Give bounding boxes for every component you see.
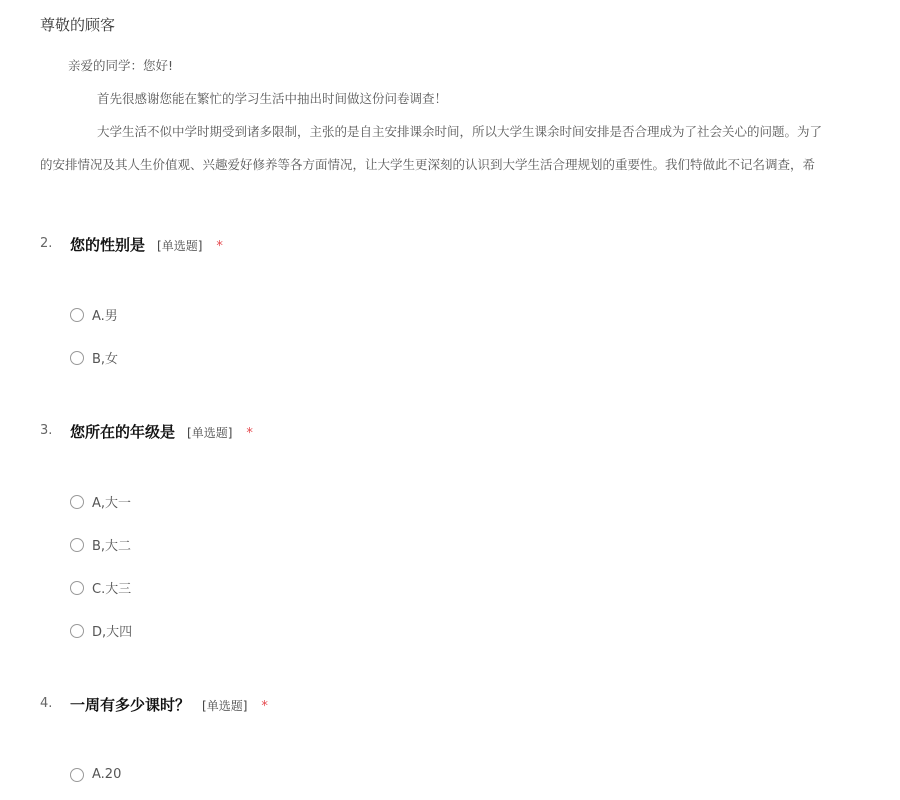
intro-thanks: 首先很感谢您能在繁忙的学习生活中抽出时间做这份问卷调查！ <box>97 91 448 106</box>
question-header <box>40 234 900 258</box>
option-senior[interactable] <box>70 609 132 652</box>
option-male[interactable] <box>70 293 118 336</box>
option-sophomore[interactable] <box>70 523 132 566</box>
question-title-text: 一周有多少课时？ <box>70 696 191 714</box>
option-label: D,大四 <box>92 625 133 640</box>
intro-greeting: 亲爱的同学：您好! <box>68 58 174 73</box>
question-title-text: 您的性别是 <box>70 236 146 254</box>
intro-paragraph-line-1: 大学生活不似中学时期受到诸多限制，主张的是自主安排课余时间，所以大学生课余时间安排是否合理成为了社会关心的问题。为了 <box>97 124 823 139</box>
radio-button[interactable] <box>70 308 84 322</box>
option-freshman[interactable] <box>70 480 132 523</box>
question-grade <box>40 421 900 640</box>
required-asterisk: * <box>216 239 223 254</box>
question-gender <box>40 234 900 367</box>
question-type-badge: [单选题] <box>202 699 248 713</box>
radio-button[interactable] <box>70 768 84 782</box>
option-label: B,大二 <box>92 539 132 554</box>
radio-button[interactable] <box>70 538 84 552</box>
option-list <box>70 753 121 796</box>
question-title <box>70 694 268 715</box>
question-type-badge: [单选题] <box>157 239 203 253</box>
option-list <box>70 480 132 652</box>
option-label: C.大三 <box>92 582 132 597</box>
option-female[interactable] <box>70 336 118 379</box>
option-label: A.20 <box>92 767 122 782</box>
intro-paragraph-line-2: 的安排情况及其人生价值观、兴趣爱好修养等各方面情况，让大学生更深刻的认识到大学生活合理规划的重要性。我们特做此不记名调查，希 <box>40 157 816 172</box>
question-number: 4. <box>40 696 53 711</box>
question-number: 2. <box>40 236 53 251</box>
question-header <box>40 694 900 718</box>
question-title <box>70 421 253 442</box>
question-number: 3. <box>40 423 53 438</box>
option-label: A,大一 <box>92 496 132 511</box>
option-label: A.男 <box>92 309 118 324</box>
question-title <box>70 234 223 255</box>
radio-button[interactable] <box>70 495 84 509</box>
question-title-text: 您所在的年级是 <box>70 423 176 441</box>
question-type-badge: [单选题] <box>187 426 233 440</box>
option-junior[interactable] <box>70 566 132 609</box>
required-asterisk: * <box>246 426 253 441</box>
option-list <box>70 293 118 379</box>
survey-title: 尊敬的顾客 <box>40 16 116 34</box>
required-asterisk: * <box>261 699 268 714</box>
question-header <box>40 421 900 445</box>
radio-button[interactable] <box>70 351 84 365</box>
option-label: B,女 <box>92 352 119 367</box>
radio-button[interactable] <box>70 581 84 595</box>
question-weekly-hours <box>40 694 900 782</box>
radio-button[interactable] <box>70 624 84 638</box>
option-20-hours[interactable] <box>70 753 121 796</box>
